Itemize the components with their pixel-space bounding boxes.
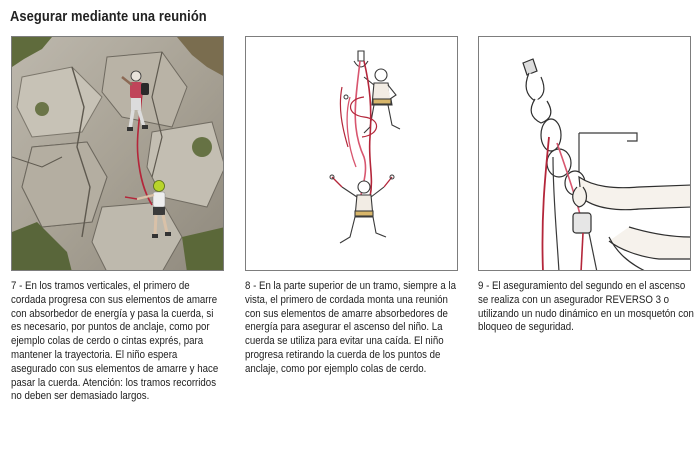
leader-figure (364, 69, 400, 133)
illustration-belay-station (245, 36, 458, 271)
caption-step-9: 9 - El aseguramiento del segundo en el ascenso se realiza con un asegurador REVERSO 3 o utilizando un nudo dinámico en un mosquetón con bloqueo de seguridad. (478, 280, 694, 334)
caption-step-7-note: Atención: los tramos recorridos no deben ser demasiado largos. (11, 376, 217, 403)
caption-step-7 (11, 280, 225, 404)
photo-climbers-rock-face (11, 36, 224, 271)
child-figure (340, 181, 386, 243)
belay-device-drawing (479, 37, 691, 271)
rock-face-illustration (12, 37, 224, 271)
belay-station-drawing (246, 37, 458, 271)
page-title: Asegurar mediante una reunión (10, 8, 207, 25)
caption-step-7-text: 7 - En los tramos verticales, el primero de cordada progresa con sus elementos de amarre con absorbedor de energía y pasa la cuerda, si es necesario, por puntos de anclaje, como por ejemplo colas de cerdo o cintas exprés, para mantener la trayectoria. El niño espera asegurado con sus elementos de amarre y hace pasar la cuerda. (11, 280, 219, 389)
illustration-belay-device (478, 36, 691, 271)
caption-step-8: 8 - En la parte superior de un tramo, siempre a la vista, el primero de cordada monta una reunión con sus elementos de amarre absorbedores de energía para asegurar el ascenso del niño. La cuerda se utiliza para evitar una caída. El niño progresa retirando la cuerda de los puntos de anclaje, como por ejemplo colas de cerdo. (245, 280, 456, 375)
